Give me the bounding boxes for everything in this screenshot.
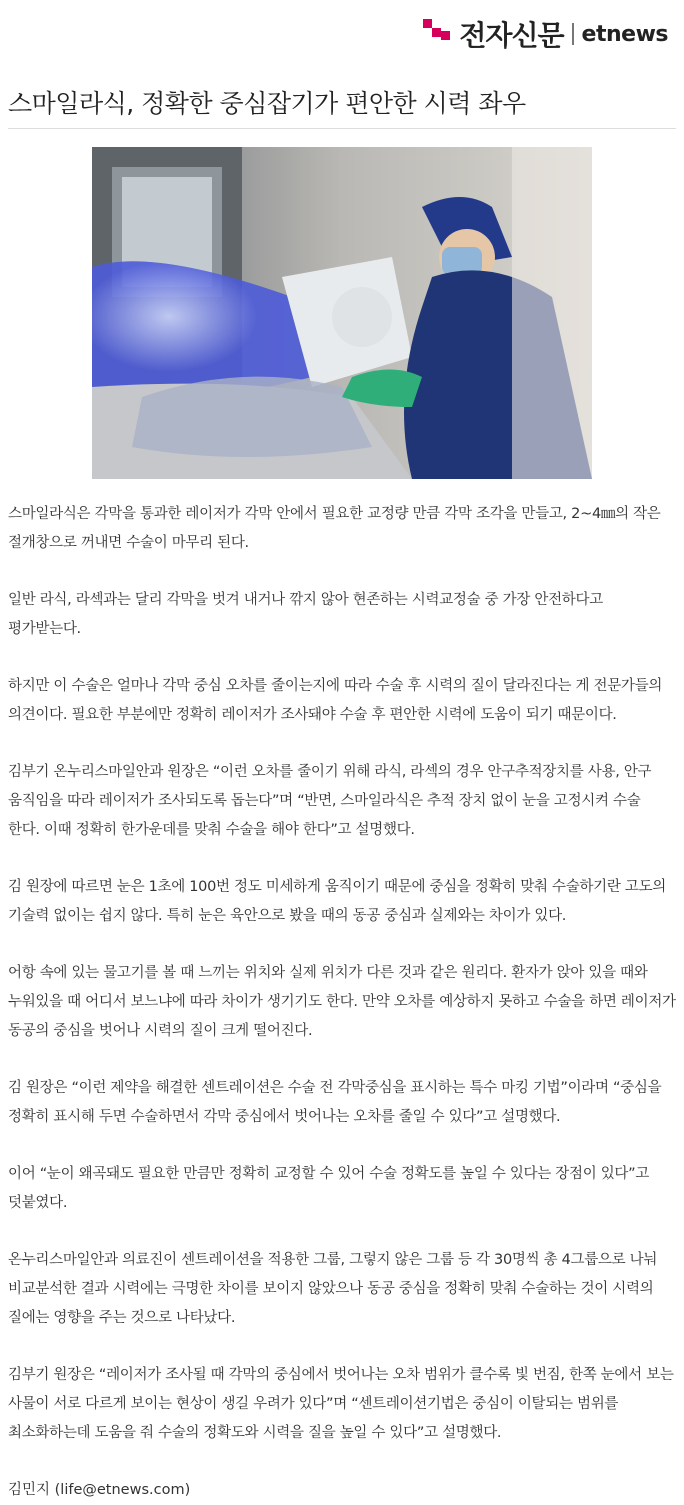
article-paragraph: 김 원장에 따르면 눈은 1초에 100번 정도 미세하게 움직이기 때문에 중심을 정확히 맞춰 수술하기란 고도의 기술력 없이는 쉽지 않다. 특히 눈은 육안으로 봤을 때의 동공 중심과 실제와는 차이가 있다. <box>8 879 667 924</box>
article-paragraph: 온누리스마일안과 의료진이 센트레이션을 적용한 그룹, 그렇지 않은 그룹 등 각 30명씩 총 4그룹으로 나눠 비교분석한 결과 시력에는 극명한 차이를 보이지 않았으나 동공 중심을 정확히 맞춰 수술하는 것이 시력의 질에는 영향을 주는 것으로 나타났다. <box>8 1252 658 1326</box>
article-paragraph: 어항 속에 있는 물고기를 볼 때 느끼는 위치와 실제 위치가 다른 것과 같은 원리다. 환자가 앉아 있을 때와 누워있을 때 어디서 보느냐에 따라 차이가 생기기도 한다. 만약 오차를 예상하지 못하고 수술을 하면 레이저가 동공의 중심을 벗어나 시력의 질이 크게 떨어진다. <box>8 965 676 1039</box>
article-paragraph: 김 원장은 “이런 제약을 해결한 센트레이션은 수술 전 각막중심을 표시하는 특수 마킹 기법”이라며 “중심을 정확히 표시해 두면 수술하면서 각막 중심에서 벗어나는 오차를 줄일 수 있다”고 설명했다. <box>8 1080 662 1125</box>
article-paragraph: 김부기 원장은 “레이저가 조사될 때 각막의 중심에서 벗어나는 오차 범위가 클수록 빛 번짐, 한쪽 눈에서 보는 사물이 서로 다르게 보이는 현상이 생길 우려가 있다”며 “센트레이션기법은 중심이 이탈되는 범위를 최소화하는데 도움을 줘 수술의 정확도와 시력을 질을 높일 수 있다”고 설명했다. <box>8 1367 674 1441</box>
article-body <box>8 500 676 1505</box>
logo-english-text: etnews <box>581 21 668 47</box>
logo-divider <box>572 23 574 45</box>
article-paragraph: 하지만 이 수술은 얼마나 각막 중심 오차를 줄이는지에 따라 수술 후 시력의 질이 달라진다는 게 전문가들의 의견이다. 필요한 부분에만 정확히 레이저가 조사돼야 수술 후 편안한 시력에 도움이 되기 때문이다. <box>8 678 663 723</box>
site-logo[interactable] <box>421 14 668 54</box>
logo-korean-text: 전자신문 <box>459 19 564 52</box>
article-paragraph: 김부기 온누리스마일안과 원장은 “이런 오차를 줄이기 위해 라식, 라섹의 경우 안구추적장치를 사용, 안구 움직임을 따라 레이저가 조사되도록 돕는다”며 “반면, 스마일라식은 추적 장치 없이 눈을 고정시켜 수술 한다. 이때 정확히 한가운데를 맞춰 수술을 해야 한다”고 설명했다. <box>8 764 652 838</box>
article-title: 스마일라식, 정확한 중심잡기가 편안한 시력 좌우 <box>8 89 526 118</box>
logo-mark-icon <box>421 17 455 51</box>
article-paragraph: 스마일라식은 각막을 통과한 레이저가 각막 안에서 필요한 교정량 만큼 각막 조각을 만들고, 2~4㎜의 작은 절개창으로 꺼내면 수술이 마무리 된다. <box>8 506 661 551</box>
article-paragraph: 일반 라식, 라섹과는 달리 각막을 벗겨 내거나 깎지 않아 현존하는 시력교정술 중 가장 안전하다고 평가받는다. <box>8 592 603 637</box>
site-header <box>0 0 684 70</box>
title-divider <box>8 128 676 129</box>
article-byline: 김민지 (life@etnews.com) <box>8 1482 191 1498</box>
article-paragraph: 이어 “눈이 왜곡돼도 필요한 만큼만 정확히 교정할 수 있어 수술 정확도를 높일 수 있다는 장점이 있다”고 덧붙였다. <box>8 1166 650 1211</box>
surgery-photo <box>92 147 592 479</box>
